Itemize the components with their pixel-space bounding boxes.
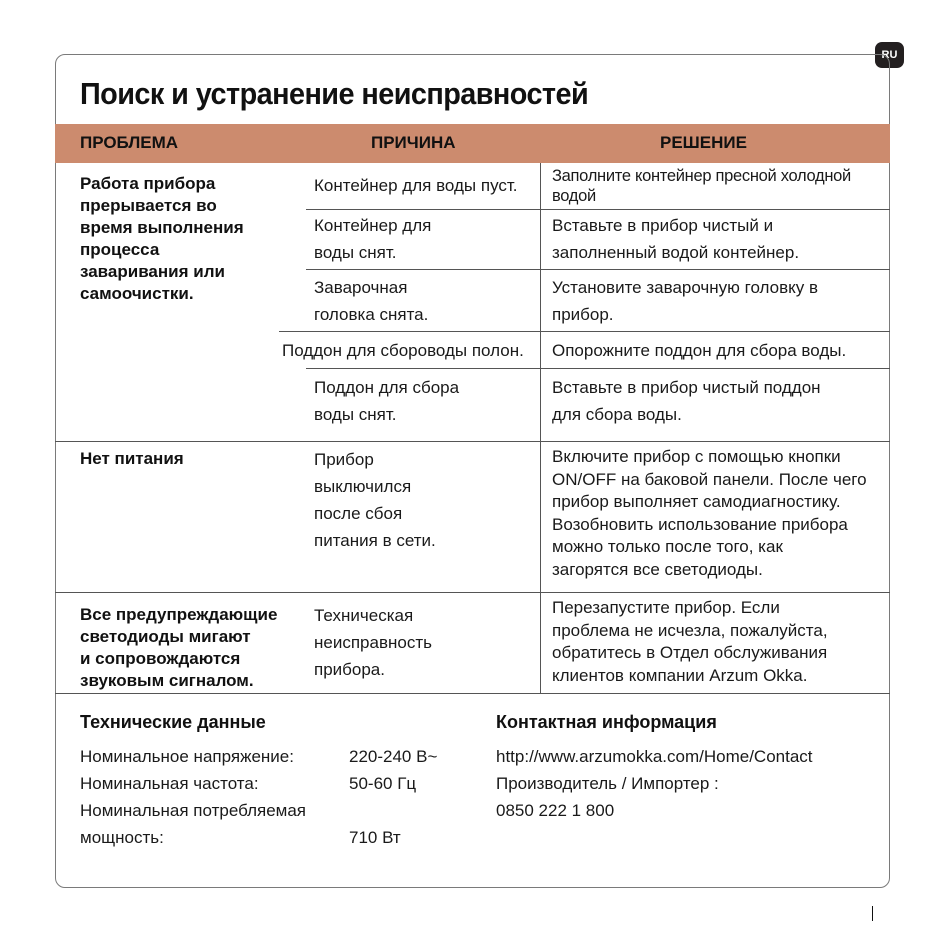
solution-cell: Вставьте в прибор чистый и заполненный водой контейнер. [552, 216, 800, 262]
cause-cell: Поддон для сбороводы полон. [282, 341, 524, 360]
table-column-divider [540, 163, 541, 693]
row-divider [279, 331, 890, 332]
row-divider [306, 368, 890, 369]
problem-no-power: Нет питания [80, 449, 184, 468]
row-divider [306, 269, 890, 270]
problem-interruption: Работа прибора прерывается во время выполнения процесса заваривания или самоочистки. [80, 174, 244, 303]
solution-cell: Вставьте в прибор чистый поддон для сбора воды. [552, 378, 821, 424]
page-marker [872, 906, 873, 921]
table-header [55, 124, 890, 163]
page-title: Поиск и устранение неисправностей [80, 76, 589, 111]
header-solution: РЕШЕНИЕ [660, 133, 747, 152]
cause-cell: Контейнер для воды снят. [314, 216, 432, 262]
contact-lines: http://www.arzumokka.com/Home/Contact Производитель / Импортер : 0850 222 1 800 [496, 743, 813, 824]
contact-phone: 0850 222 1 800 [496, 801, 615, 820]
solution-cell: Опорожните поддон для сбора воды. [552, 341, 847, 360]
row-divider [55, 441, 890, 442]
tech-data-labels: Номинальное напряжение: Номинальная частота: Номинальная потребляемая мощность: [80, 747, 306, 847]
cause-cell: Техническая неисправность прибора. [314, 606, 432, 679]
tech-data-values: 220-240 В~ 50-60 Гц 710 Вт [349, 747, 438, 847]
solution-cell: Включите прибор с помощью кнопки ON/OFF на баковой панели. После чего прибор выполняет самодиагностику. Возобновить использование прибора можно только после того, как загорятся все светодиоды. [552, 447, 867, 579]
contact-url[interactable]: http://www.arzumokka.com/Home/Contact [496, 747, 813, 766]
language-badge: RU [875, 42, 904, 68]
cause-cell: Заварочная головка снята. [314, 278, 429, 324]
header-problem: ПРОБЛЕМА [80, 133, 179, 152]
row-divider [55, 592, 890, 593]
contact-title: Контактная информация [496, 712, 717, 732]
tech-data-title: Технические данные [80, 712, 266, 732]
cause-cell: Поддон для сбора воды снят. [314, 378, 460, 424]
solution-cell: Заполните контейнер пресной холодной водой [552, 167, 851, 205]
cause-cell: Контейнер для воды пуст. [314, 176, 518, 195]
row-divider [306, 209, 890, 210]
solution-cell: Установите заварочную головку в прибор. [552, 278, 819, 324]
header-cause: ПРИЧИНА [371, 133, 456, 152]
table-bottom-border [55, 693, 890, 694]
problem-leds-blinking: Все предупреждающие светодиоды мигают и сопровождаются звуковым сигналом. [80, 605, 278, 690]
solution-cell: Перезапустите прибор. Если проблема не исчезла, пожалуйста, обратитесь в Отдел обслуживания клиентов компании Arzum Okka. [552, 598, 828, 685]
cause-cell: Прибор выключился после сбоя питания в сети. [314, 450, 436, 550]
